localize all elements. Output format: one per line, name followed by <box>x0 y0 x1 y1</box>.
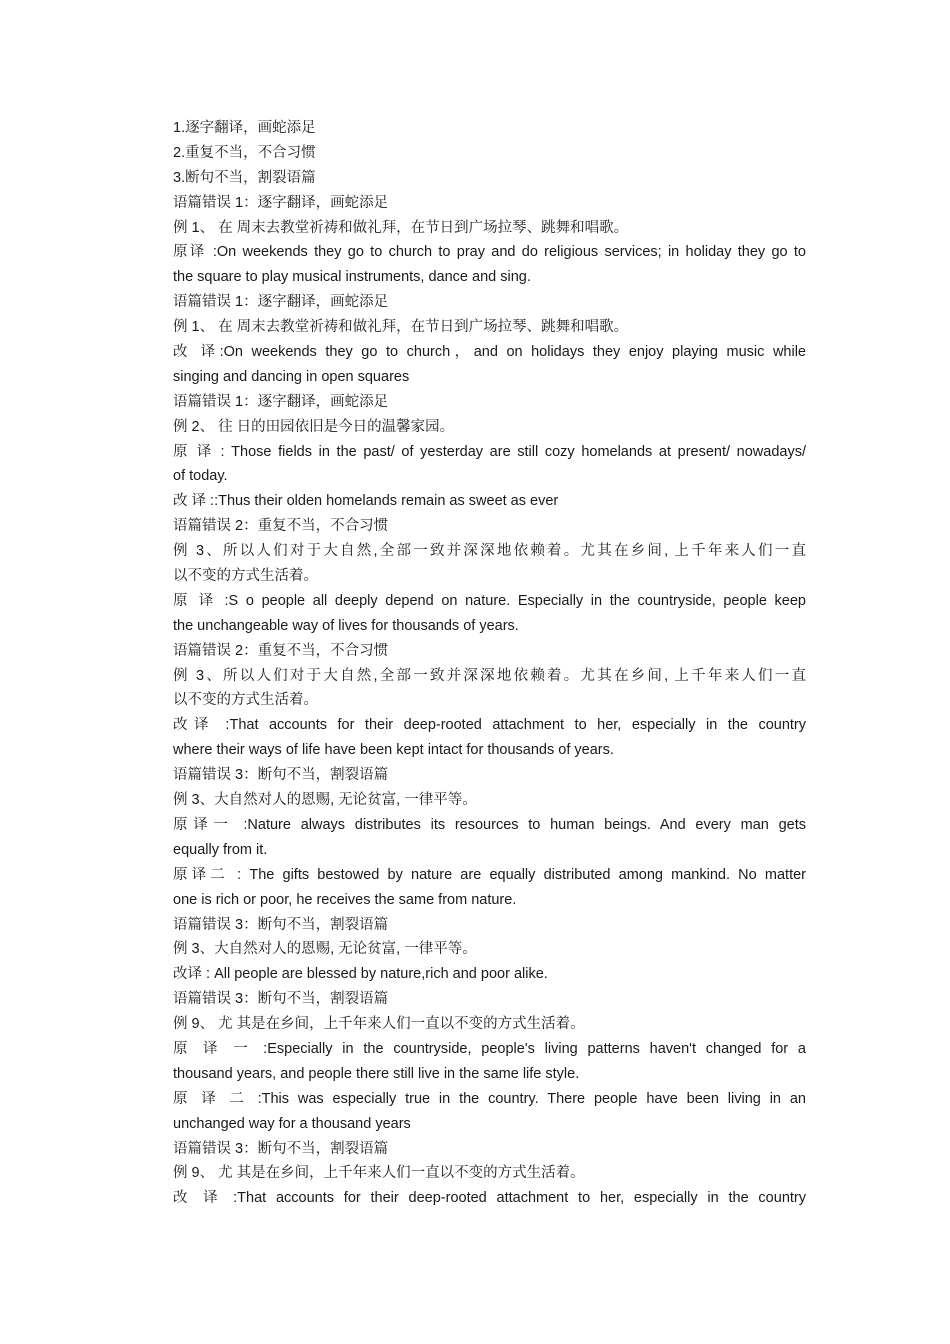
text-line: the square to play musical instruments, dance and sing. <box>173 269 531 286</box>
text-line: 例 2、 往 日的田园依旧是今日的温馨家园。 <box>173 418 455 435</box>
text-line: equally from it. <box>173 841 268 858</box>
text-line: singing and dancing in open squares <box>173 368 410 385</box>
text-line: 原译一 :Nature always distributes its resources to human beings. And every man gets <box>173 816 806 833</box>
text-line: thousand years, and people there still live in the same life style. <box>173 1065 580 1082</box>
text-line: the unchangeable way of lives for thousands of years. <box>173 617 519 634</box>
text-line: 例 9、 尤 其是在乡间，上千年来人们一直以不变的方式生活着。 <box>173 1165 585 1182</box>
text-line: 原译 :On weekends they go to church to pray and do religious services; in holiday they go to <box>173 244 806 261</box>
text-line: 2.重复不当，不合习惯 <box>173 144 316 161</box>
text-line: 语篇错误 3：断句不当，割裂语篇 <box>173 767 389 784</box>
text-line: 例 3、所以人们对于大自然,全部一致并深深地依赖着。尤其在乡间, 上千年来人们一直 <box>173 543 806 560</box>
text-line: 例 9、 尤 其是在乡间，上千年来人们一直以不变的方式生活着。 <box>173 1016 585 1033</box>
text-line: 例 1、 在 周末去教堂祈祷和做礼拜，在节日到广场拉琴、跳舞和唱歌。 <box>173 219 629 236</box>
text-line: 以不变的方式生活着。 <box>173 568 318 585</box>
text-line: 例 3、所以人们对于大自然,全部一致并深深地依赖着。尤其在乡间, 上千年来人们一直 <box>173 667 806 684</box>
text-line: 原 译 : Those fields in the past/ of yesterday are still cozy homelands at present/ nowadays/ <box>173 443 806 460</box>
text-line: 改 译 :That accounts for their deep-rooted attachment to her, especially in the country <box>173 1190 806 1207</box>
text-line: 改 译:On weekends they go to church，and on holidays they enjoy playing music while <box>173 344 806 361</box>
text-line: 例 1、 在 周末去教堂祈祷和做礼拜，在节日到广场拉琴、跳舞和唱歌。 <box>173 319 629 336</box>
text-line: 语篇错误 1：逐字翻译，画蛇添足 <box>173 393 389 410</box>
text-line: 1.逐字翻译，画蛇添足 <box>173 120 316 136</box>
text-line: 原译二 : The gifts bestowed by nature are equally distributed among mankind. No matter <box>173 866 806 883</box>
text-line: 改译 : All people are blessed by nature,rich and poor alike. <box>173 966 548 983</box>
text-line: 语篇错误 2：重复不当，不合习惯 <box>173 518 389 535</box>
text-line: 语篇错误 3：断句不当，割裂语篇 <box>173 1140 389 1157</box>
text-line: of today. <box>173 468 228 485</box>
text-line: 语篇错误 3：断句不当，割裂语篇 <box>173 916 389 933</box>
text-line: 原 译 一 :Especially in the countryside, people's living patterns haven't changed for a <box>173 1040 806 1057</box>
text-line: 语篇错误 1：逐字翻译，画蛇添足 <box>173 294 389 311</box>
text-line: 语篇错误 2：重复不当，不合习惯 <box>173 642 389 659</box>
text-line: 3.断句不当，割裂语篇 <box>173 169 316 186</box>
text-line: 改 译 ::Thus their olden homelands remain as sweet as ever <box>173 493 559 510</box>
text-line: where their ways of life have been kept intact for thousands of years. <box>173 742 614 759</box>
document-body <box>173 116 806 1211</box>
text-line: 原 译 二 :This was especially true in the country. There people have been living in an <box>173 1090 806 1107</box>
text-line: 例 3、大自然对人的恩赐, 无论贫富, 一律平等。 <box>173 792 477 809</box>
text-line: 语篇错误 3：断句不当，割裂语篇 <box>173 991 389 1008</box>
text-line: one is rich or poor, he receives the same from nature. <box>173 891 517 908</box>
text-line: 改译 :That accounts for their deep-rooted attachment to her, especially in the country <box>173 717 806 734</box>
text-line: 以不变的方式生活着。 <box>173 692 318 709</box>
text-line: unchanged way for a thousand years <box>173 1115 411 1132</box>
text-line: 例 3、大自然对人的恩赐, 无论贫富, 一律平等。 <box>173 941 477 958</box>
text-line: 语篇错误 1：逐字翻译，画蛇添足 <box>173 194 389 211</box>
text-line: 原 译 :S o people all deeply depend on nature. Especially in the countryside, people keep <box>173 592 806 609</box>
